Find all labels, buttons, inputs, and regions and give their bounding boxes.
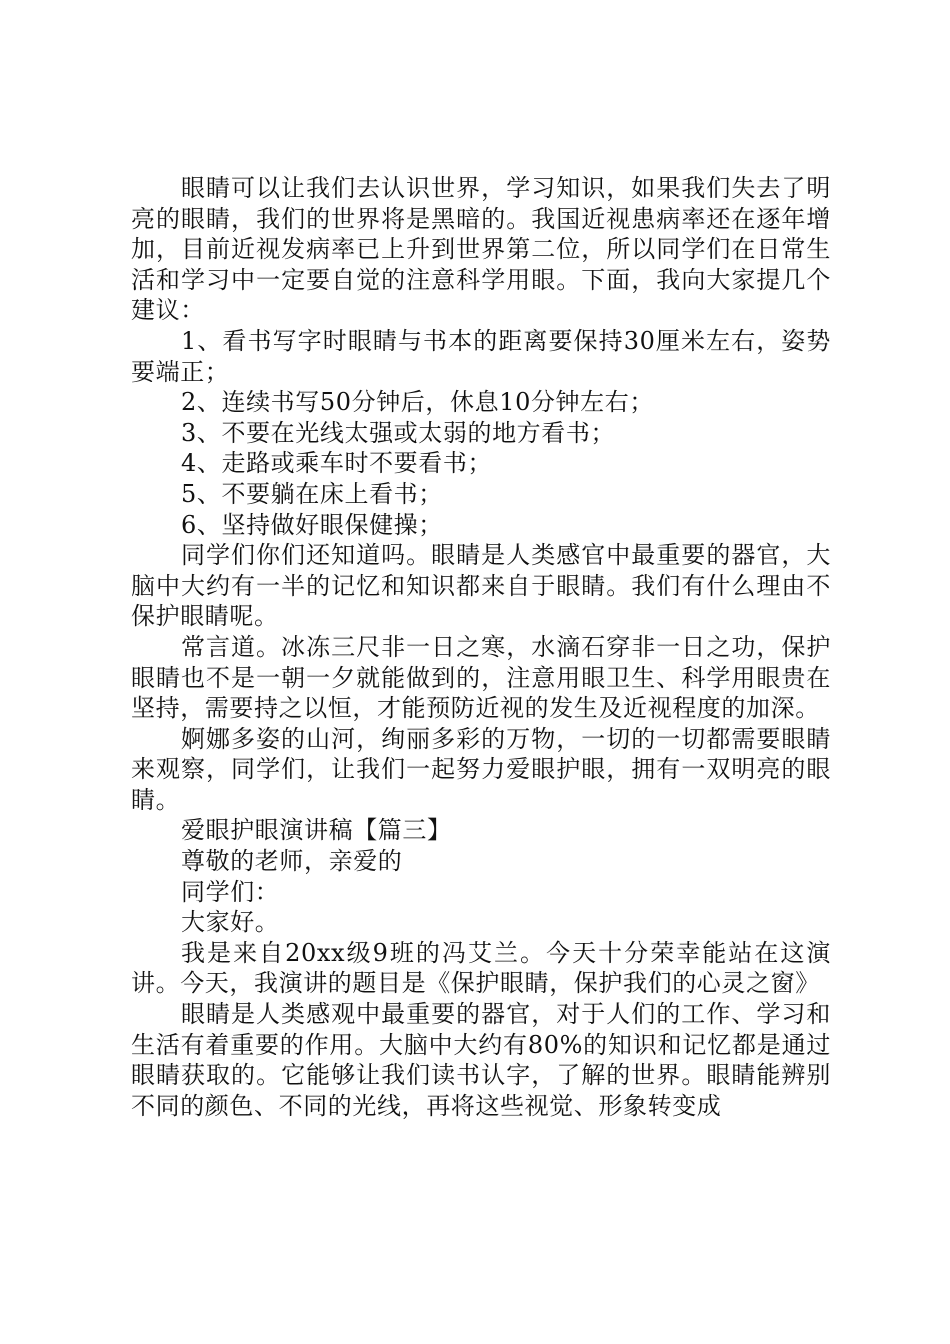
paragraph-self-intro: 我是来自20xx级9班的冯艾兰。今天十分荣幸能站在这演讲。今天，我演讲的题目是《保护眼睛，保护我们的心灵之窗》	[131, 938, 831, 998]
paragraph-closing: 婀娜多姿的山河，绚丽多彩的万物，一切的一切都需要眼睛来观察，同学们，让我们一起努力爱眼护眼，拥有一双明亮的眼睛。	[131, 724, 831, 814]
paragraph-tip-3: 3、不要在光线太强或太弱的地方看书；	[181, 418, 616, 447]
paragraph-tip-5: 5、不要躺在床上看书；	[181, 479, 443, 508]
paragraph-tip-2: 2、连续书写50分钟后，休息10分钟左右；	[181, 388, 654, 417]
paragraph-tip-1: 1、看书写字时眼睛与书本的距离要保持30厘米左右，姿势要端正；	[131, 326, 831, 386]
salutation-line-2: 同学们：	[181, 877, 280, 906]
salutation-line-1: 尊敬的老师，亲爱的	[181, 847, 403, 876]
paragraph-question: 同学们你们还知道吗。眼睛是人类感官中最重要的器官，大脑中大约有一半的记忆和知识都来自于眼睛。我们有什么理由不保护眼睛呢。	[131, 541, 831, 631]
section-heading: 爱眼护眼演讲稿【篇三】	[181, 816, 452, 845]
paragraph-tip-6: 6、坚持做好眼保健操；	[181, 510, 443, 539]
document-body	[131, 173, 831, 1121]
paragraph-intro: 眼睛可以让我们去认识世界，学习知识，如果我们失去了明亮的眼睛，我们的世界将是黑暗的。我国近视患病率还在逐年增加，目前近视发病率已上升到世界第二位，所以同学们在日常生活和学习中一定要自觉的注意科学用眼。下面，我向大家提几个建议：	[131, 174, 831, 325]
greeting: 大家好。	[181, 908, 280, 937]
paragraph-tip-4: 4、走路或乘车时不要看书；	[181, 449, 493, 478]
paragraph-saying: 常言道。冰冻三尺非一日之寒，水滴石穿非一日之功，保护眼睛也不是一朝一夕就能做到的，注意用眼卫生、科学用眼贵在坚持，需要持之以恒，才能预防近视的发生及近视程度的加深。	[131, 632, 831, 723]
paragraph-eyes-importance: 眼睛是人类感观中最重要的器官，对于人们的工作、学习和生活有着重要的作用。大脑中大约有80%的知识和记忆都是通过眼睛获取的。它能够让我们读书认字，了解的世界。眼睛能辨别不同的颜色、不同的光线，再将这些视觉、形象转变成	[131, 1000, 831, 1120]
